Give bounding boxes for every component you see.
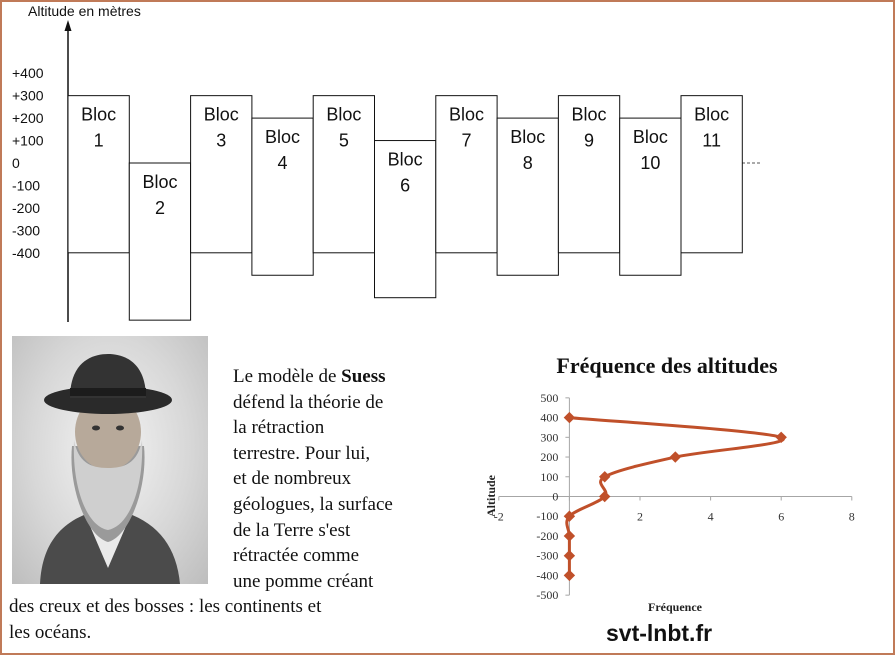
block-label: Bloc — [694, 104, 730, 125]
chart-xlabel: Fréquence — [648, 600, 702, 614]
block-number: 9 — [584, 130, 595, 151]
block-label: Bloc — [571, 104, 607, 125]
altitude-axis-title: Altitude en mètres — [28, 3, 141, 19]
y-tick-label: 500 — [540, 390, 559, 405]
text-line-2: défend la théorie de — [233, 391, 384, 413]
altitude-tick-label: +300 — [12, 87, 44, 104]
y-tick-label: -100 — [536, 509, 559, 524]
x-tick-label: 4 — [707, 509, 714, 524]
data-point-diamond — [564, 531, 574, 541]
altitude-tick-label: -300 — [12, 222, 41, 239]
y-tick-label: 200 — [540, 450, 559, 465]
altitude-tick-label: -200 — [12, 199, 41, 216]
block-label: Bloc — [510, 127, 546, 148]
block-number: 7 — [461, 130, 472, 151]
text-line-4: terrestre. Pour lui, — [233, 442, 371, 464]
altitude-tick-label: +400 — [12, 65, 44, 82]
block-number: 10 — [640, 153, 661, 174]
site-watermark: svt-lnbt.fr — [606, 620, 713, 646]
data-point-diamond — [670, 452, 680, 462]
altitude-tick-label: +200 — [12, 110, 44, 127]
y-tick-label: 100 — [540, 469, 559, 484]
block-label: Bloc — [142, 172, 178, 192]
block-number: 11 — [702, 130, 721, 151]
altitude-tick-label: +100 — [12, 132, 44, 149]
altitude-tick-label: -100 — [12, 177, 41, 194]
text-line-8: rétractée comme — [233, 545, 360, 567]
altitude-tick-label: 0 — [12, 155, 20, 171]
block-label: Bloc — [265, 127, 301, 148]
text-line-11: les océans. — [9, 621, 92, 643]
x-tick-label: 6 — [778, 509, 785, 524]
y-tick-label: 0 — [552, 489, 559, 504]
block-label: Bloc — [632, 127, 668, 148]
x-tick-label: 8 — [848, 509, 855, 524]
chart-ylabel: Altitude — [484, 475, 498, 517]
chart-title: Fréquence des altitudes — [556, 353, 778, 378]
block-label: Bloc — [81, 104, 117, 125]
block-label: Bloc — [387, 149, 423, 170]
data-point-diamond — [564, 551, 574, 561]
x-tick-label: 2 — [637, 509, 643, 524]
y-tick-label: -500 — [536, 588, 559, 603]
block-label: Bloc — [203, 104, 239, 125]
block-label: Bloc — [448, 104, 484, 125]
block-number: 8 — [522, 153, 533, 174]
altitude-tick-label: -400 — [12, 244, 41, 261]
y-tick-label: -400 — [536, 568, 559, 583]
text-line-5: et de nombreux — [233, 468, 352, 490]
y-tick-label: -300 — [536, 548, 559, 563]
x-tick-label: -2 — [493, 509, 504, 524]
block-number: 3 — [216, 130, 227, 151]
block-label: Bloc — [326, 104, 362, 125]
text-line-3: la rétraction — [233, 417, 325, 439]
block-number: 6 — [400, 175, 411, 196]
text-line-10: des creux et des bosses : les continents et — [9, 596, 322, 618]
y-tick-label: -200 — [536, 528, 559, 543]
text-line-9: une pomme créant — [233, 570, 374, 592]
block-number: 2 — [154, 198, 165, 218]
data-point-diamond — [564, 570, 574, 580]
data-point-diamond — [564, 413, 574, 423]
text-line-1: Le modèle de Suess — [233, 366, 386, 387]
block-number: 5 — [338, 130, 349, 151]
y-tick-label: 400 — [540, 410, 559, 425]
text-line-6: géologues, la surface — [233, 493, 393, 515]
y-tick-label: 300 — [540, 430, 559, 445]
block-number: 4 — [277, 153, 288, 174]
text-line-7: de la Terre s'est — [233, 519, 351, 541]
block-number: 1 — [93, 130, 104, 151]
